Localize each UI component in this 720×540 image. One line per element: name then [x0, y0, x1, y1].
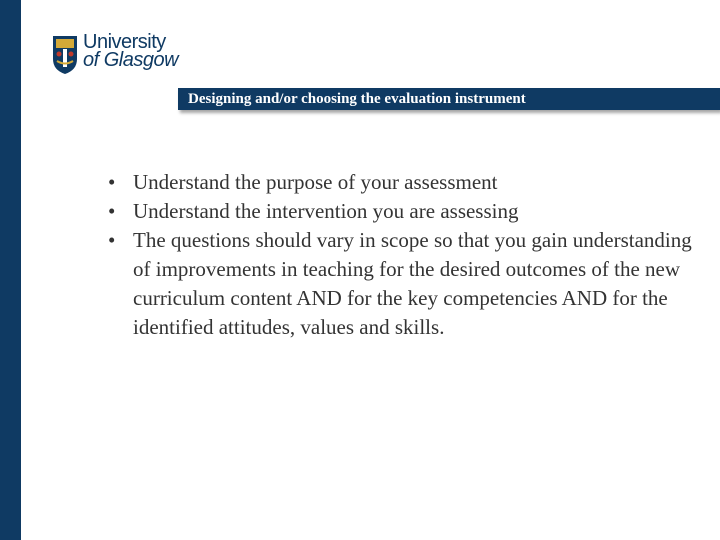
bullet-icon: • [108, 199, 116, 223]
crest-icon [52, 35, 78, 75]
bullet-text: Understand the purpose of your assessment [133, 170, 498, 194]
list-item [108, 168, 708, 197]
slide-title-bar [178, 88, 720, 110]
slide-title: Designing and/or choosing the evaluation instrument [188, 91, 526, 107]
bullet-text: Understand the intervention you are assessing [133, 199, 519, 223]
logo-line-university: University [83, 31, 166, 53]
list-item [108, 197, 708, 226]
university-logo [52, 33, 182, 77]
left-accent-bar [0, 0, 21, 540]
bullet-list [108, 168, 708, 342]
bullet-icon: • [108, 228, 116, 252]
logo-wordmark [83, 33, 178, 69]
bullet-icon: • [108, 170, 116, 194]
bullet-text: The questions should vary in scope so that you gain understanding of improvements in teaching for the desired outcomes of the new curriculum content AND for the key competencies AND for the identified attitudes, values and skills. [133, 228, 692, 339]
list-item [108, 226, 708, 342]
logo-line-glasgow: of Glasgow [83, 49, 179, 71]
slide-content [108, 168, 708, 342]
